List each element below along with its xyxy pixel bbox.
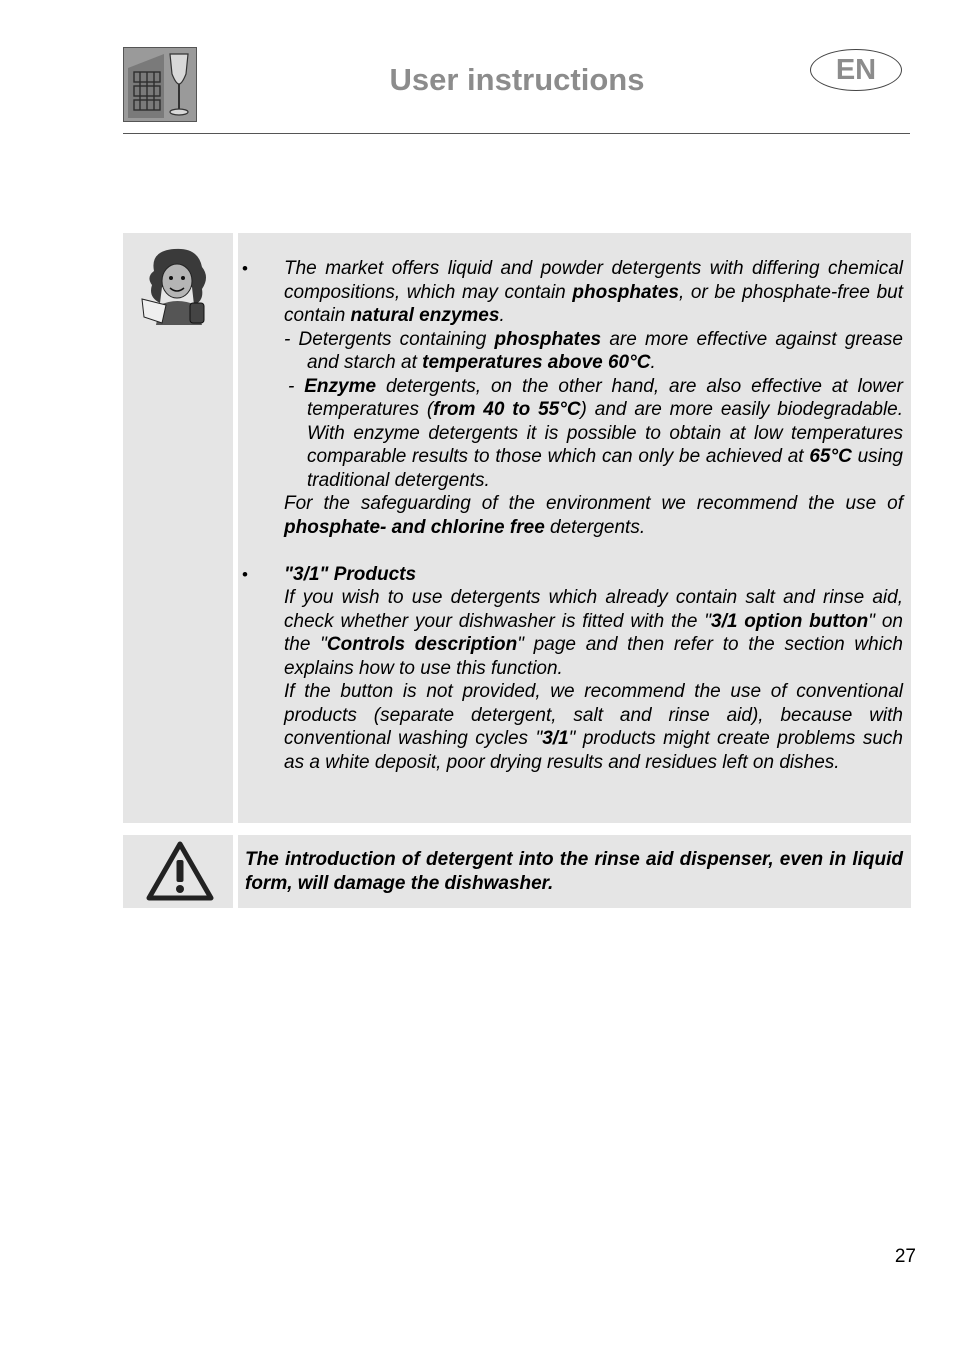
bullet-icon: • — [242, 259, 248, 278]
warning-text: The introduction of detergent into the rinse aid dispenser, even in liquid form, will damage the dishwasher. — [245, 849, 903, 894]
language-badge: EN — [810, 49, 902, 91]
paragraph-environment: For the safeguarding of the environment we recommend the use of phosphate- and chlorine free detergents. — [284, 493, 903, 538]
detergent-info — [242, 257, 904, 774]
page-title: User instructions — [389, 62, 645, 97]
header-divider — [123, 133, 910, 134]
paragraph: The market offers liquid and powder detergents with differing chemical compositions, which may contain phosphates, or be phosphate-free but contain natural enzymes. — [284, 258, 903, 326]
sub-paragraph-enzyme: - Enzyme detergents, on the other hand, are also effective at lower temperatures (from 40 to 55°C) and are more easily biodegradable. With enzyme detergents it is possible to obtain at low temperatures comparable results to those which can only be achieved at 65°C using traditional detergents. — [288, 375, 904, 491]
warning-triangle-icon — [145, 840, 215, 902]
bullet-item-3in1-products — [242, 563, 903, 775]
paragraph-3in1-conventional: If the button is not provided, we recommend the use of conventional products (separate detergent, salt and rinse aid), because with conventional washing cycles "3/1" products might create problems such as a white deposit, poor drying results and residues left on dishes. — [284, 681, 903, 773]
info-icon-cell — [123, 233, 233, 823]
woman-reading-icon — [140, 247, 214, 327]
section-heading: "3/1" Products — [284, 563, 417, 585]
bullet-icon: • — [242, 564, 248, 584]
page-number: 27 — [894, 1246, 916, 1267]
bullet-item-detergents — [242, 257, 904, 539]
paragraph-3in1-check: If you wish to use detergents which already contain salt and rinse aid, check whether your dishwasher is fitted with the "3/1 option button" on the "Controls description" page and then refer to the section which explains how to use this function. — [284, 587, 903, 679]
sub-paragraph-phosphates: - Detergents containing phosphates are more effective against grease and starch at temperatures above 60°C. — [284, 328, 903, 373]
warning-icon-cell — [123, 835, 233, 908]
